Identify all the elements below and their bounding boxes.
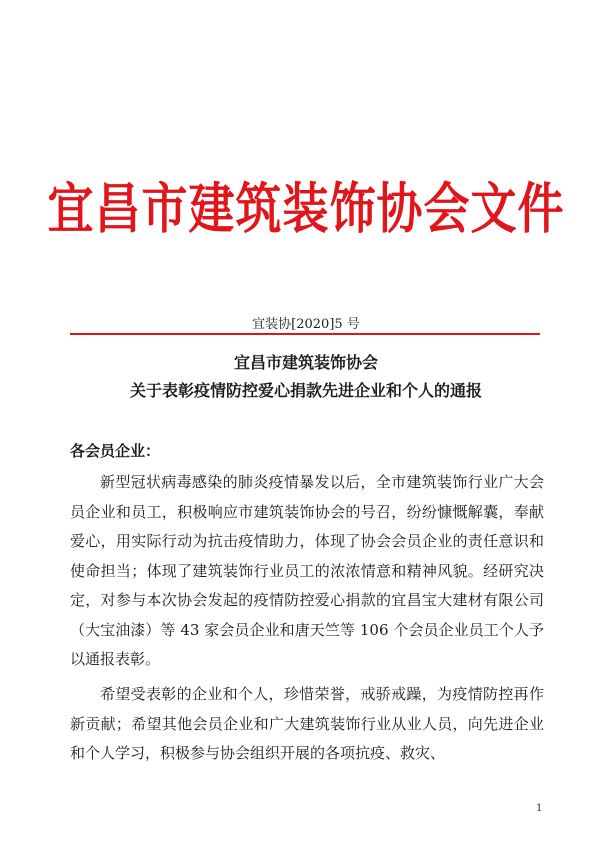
notice-subject: 关于表彰疫情防控爱心捐款先进企业和个人的通报 — [129, 381, 482, 400]
body-paragraph: 希望受表彰的企业和个人，珍惜荣誉，戒骄戒躁，为疫情防控再作新贡献；希望其他会员企业和广大建筑装饰行业从业人员，向先进企业和个人学习，积极参与协会组织开展的各项抗疫、救灾、 — [70, 685, 544, 762]
document-header-title: 宜昌市建筑装饰协会文件 — [47, 176, 565, 241]
red-divider-line — [70, 333, 540, 335]
issuing-organization: 宜昌市建筑装饰协会 — [233, 353, 378, 372]
document-number: 宜装协[2020]5 号 — [252, 317, 360, 332]
salutation: 各会员企业： — [70, 442, 161, 460]
page-number: 1 — [536, 803, 543, 814]
body-paragraph: 新型冠状病毒感染的肺炎疫情暴发以后，全市建筑装饰行业广大会员企业和员工，积极响应市建筑装饰协会的号召，纷纷慷慨解囊，奉献爱心，用实际行动为抗击疫情助力，体现了协会会员企业的责任意识和使命担当；体现了建筑装饰行业员工的浓浓情意和精神风貌。经研究决定，对参与本次协会发起的疫情防控爱心捐款的宜昌宝大建材有限公司（大宝油漆）等 43 家会员企业和唐天竺等 106 个会员企业员工个人予以通报表彰。 — [70, 473, 544, 668]
